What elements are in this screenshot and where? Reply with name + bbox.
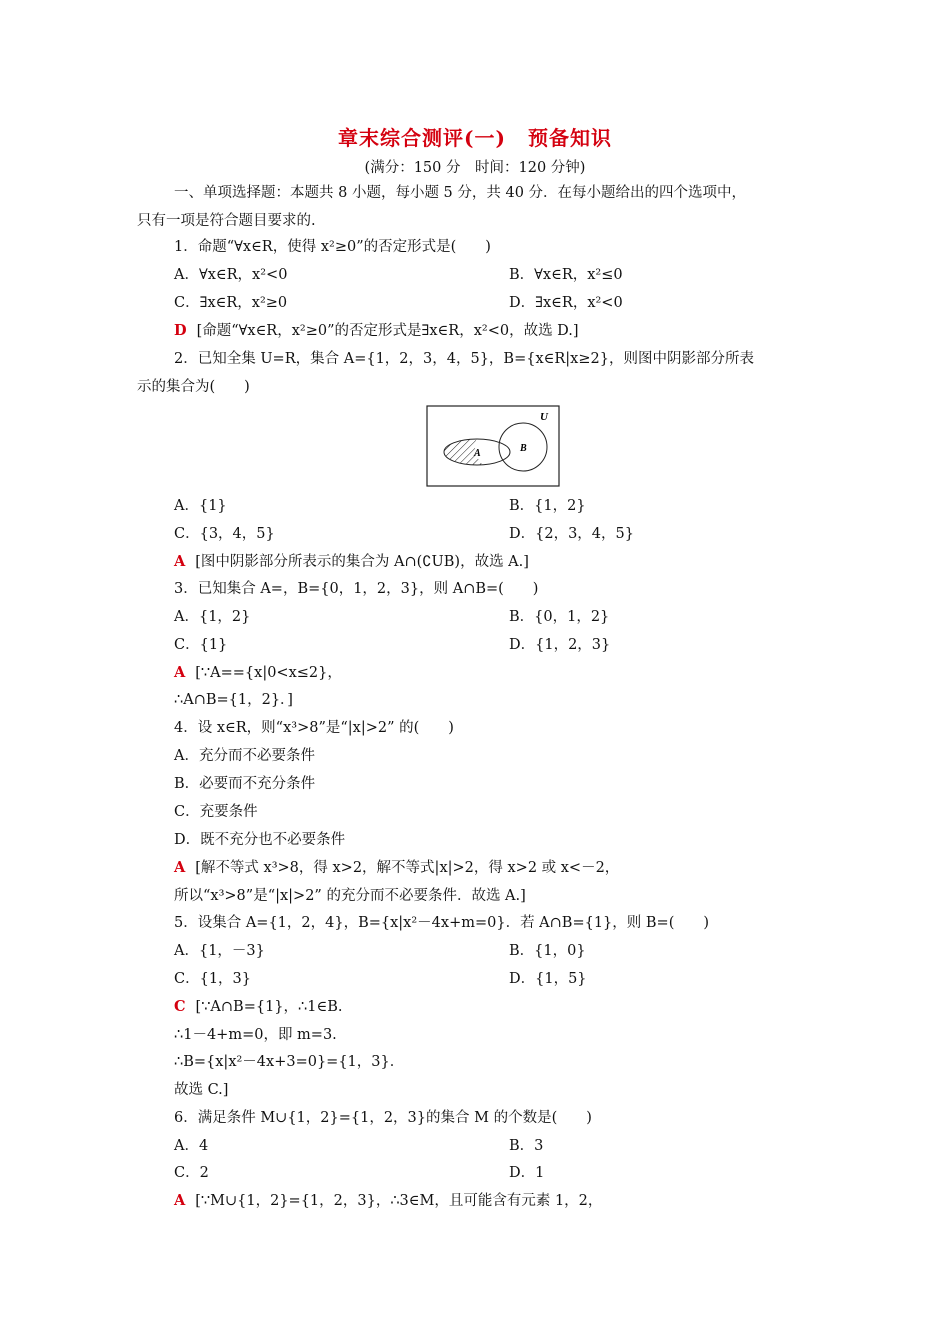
q5-option-a: A．{1，－3} (174, 943, 265, 959)
section-instruction-cont: 只有一项是符合题目要求的. (137, 213, 316, 229)
q2-answer (174, 552, 529, 572)
q6-answer-letter: A (174, 1192, 186, 1209)
title-sub: 预备知识 (527, 126, 612, 150)
q1-answer (174, 321, 579, 341)
q2-answer-letter: A (174, 553, 186, 570)
q6-option-a: A．4 (174, 1138, 209, 1154)
question-2-stem: 2．已知全集 U=R，集合 A={1，2，3，4，5}，B={x∈R|x≥2}，则图中阴影部分所表 (174, 351, 754, 367)
q5-answer-letter: C (174, 998, 186, 1015)
q6-option-c: C．2 (174, 1165, 209, 1181)
q3-answer (174, 663, 342, 683)
q4-option-b: B．必要而不充分条件 (174, 776, 316, 792)
q3-option-d: D．{1，2，3} (509, 637, 611, 653)
section-instruction: 一、单项选择题：本题共 8 小题，每小题 5 分，共 40 分．在每小题给出的四个选项中， (174, 185, 747, 201)
label-u: U (540, 411, 548, 423)
q5-option-d: D．{1，5} (509, 971, 587, 987)
question-4-stem: 4．设 x∈R，则“x³>8”是“|x|>2” 的( ) (174, 720, 454, 736)
title-main: 章末综合测评(一) (338, 126, 506, 150)
q6-option-b: B．3 (509, 1138, 544, 1154)
q1-option-d: D．∃x∈R，x²<0 (509, 295, 623, 311)
q1-option-a: A．∀x∈R，x²<0 (174, 267, 288, 283)
q5-option-b: B．{1，0} (509, 943, 586, 959)
q4-answer-letter: A (174, 859, 186, 876)
label-a: A (474, 448, 481, 459)
q4-answer-text: [解不等式 x³>8，得 x>2，解不等式|x|>2，得 x>2 或 x<－2， (195, 860, 620, 876)
q2-option-a: A．{1} (174, 498, 227, 514)
q5-answer-line-4: 故选 C.] (174, 1082, 229, 1098)
question-2-stem-cont: 示的集合为( ) (137, 379, 250, 395)
q3-option-a: A．{1，2} (174, 609, 251, 625)
q1-option-c: C．∃x∈R，x²≥0 (174, 295, 288, 311)
q3-option-b: B．{0，1，2} (509, 609, 610, 625)
q4-option-a: A．充分而不必要条件 (174, 748, 315, 764)
q5-answer-text: [∵A∩B={1}，∴1∈B. (195, 999, 343, 1015)
q5-option-c: C．{1，3} (174, 971, 251, 987)
q2-option-d: D．{2，3，4，5} (509, 526, 634, 542)
q4-option-d: D．既不充分也不必要条件 (174, 832, 346, 848)
question-6-stem: 6．满足条件 M∪{1，2}={1，2，3}的集合 M 的个数是( ) (174, 1110, 592, 1126)
question-5-stem: 5．设集合 A={1，2，4}，B={x|x²－4x+m=0}．若 A∩B={1}，则 B=( ) (174, 915, 710, 931)
q1-answer-letter: D (174, 322, 187, 339)
q5-answer-line-2: ∴1－4+m=0，即 m=3. (174, 1027, 337, 1043)
exam-info: (满分：150 分 时间：120 分钟) (364, 160, 586, 176)
q1-option-b: B．∀x∈R，x²≤0 (509, 267, 623, 283)
q3-answer-cont: ∴A∩B={1，2}．] (174, 692, 293, 708)
q4-option-c: C．充要条件 (174, 804, 258, 820)
venn-diagram (426, 405, 560, 487)
page-title (0, 122, 950, 151)
q4-answer-cont: 所以“x³>8”是“|x|>2” 的充分而不必要条件．故选 A.] (174, 888, 526, 904)
q2-option-c: C．{3，4，5} (174, 526, 275, 542)
q2-option-b: B．{1，2} (509, 498, 586, 514)
q5-answer-line-3: ∴B={x|x²－4x+3=0}={1，3}． (174, 1054, 405, 1070)
q1-answer-text: [命题“∀x∈R，x²≥0”的否定形式是∃x∈R，x²<0，故选 D.] (196, 323, 579, 339)
q5-answer (174, 997, 342, 1017)
label-b: B (520, 443, 527, 454)
q3-answer-text: [∵A=={x|0<x≤2}， (195, 665, 342, 681)
q4-answer (174, 858, 619, 878)
q2-answer-text: [图中阴影部分所表示的集合为 A∩(∁UB)，故选 A.] (195, 554, 529, 570)
q6-answer (174, 1191, 602, 1211)
q3-answer-letter: A (174, 664, 186, 681)
q6-answer-text: [∵M∪{1，2}={1，2，3}，∴3∈M，且可能含有元素 1，2， (195, 1193, 603, 1209)
q6-option-d: D．1 (509, 1165, 545, 1181)
question-3-stem: 3．已知集合 A=，B={0，1，2，3}，则 A∩B=( ) (174, 581, 539, 597)
question-1-stem: 1．命题“∀x∈R，使得 x²≥0”的否定形式是( ) (174, 239, 491, 255)
q3-option-c: C．{1} (174, 637, 228, 653)
